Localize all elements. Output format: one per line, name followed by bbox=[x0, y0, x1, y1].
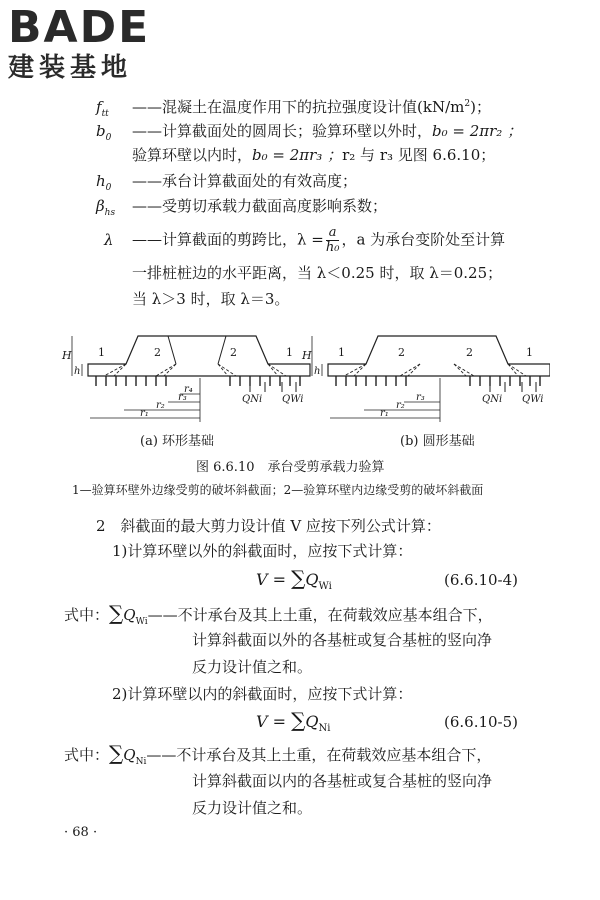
lambda-fraction: $\frac{a}{\text{h₀}}$ bbox=[325, 225, 340, 255]
mark-1-a-right: 1 bbox=[286, 346, 293, 359]
label-H-a: H bbox=[62, 349, 72, 362]
section-2-item-1: 1)计算环壁以外的斜截面时，应按下式计算： bbox=[112, 542, 413, 560]
mark-1-b-right: 1 bbox=[526, 346, 533, 359]
section-2-title: 2 斜截面的最大剪力设计值 V 应按下列公式计算： bbox=[96, 517, 441, 535]
equation-6-6-10-5: $V = \sum Q_{Ni}$ bbox=[256, 708, 331, 735]
label-h-a: h bbox=[74, 366, 81, 377]
where-2-line-3: 反力设计值之和。 bbox=[192, 799, 313, 817]
label-r2-b: r₂ bbox=[396, 400, 405, 411]
label-h-b: h bbox=[314, 366, 321, 377]
equation-number-2: (6.6.10-5) bbox=[444, 713, 519, 731]
equation-6-6-10-4: $V = \sum Q_{Wi}$ bbox=[256, 566, 332, 593]
def-lambda-line2: 一排桩桩边的水平距离，当 λ＜0.25 时，取 λ＝0.25； bbox=[132, 264, 503, 282]
label-QWi-a: QWi bbox=[282, 394, 304, 405]
diagram-circular bbox=[301, 336, 550, 422]
label-r1-b: r₁ bbox=[380, 408, 389, 419]
mark-2-b-left: 2 bbox=[398, 346, 405, 359]
figure-subcaption-b: (b) 圆形基础 bbox=[400, 434, 475, 449]
where-2-line-1: 式中：$\sum Q_{Ni}——$不计承台及其上土重，在荷载效应基本组合下， bbox=[64, 741, 492, 767]
figure-caption: 图 6.6.10 承台受剪承载力验算 bbox=[196, 460, 385, 475]
label-r3-b: r₃ bbox=[416, 392, 425, 403]
def-lambda-line3: 当 λ＞3 时，取 λ＝3。 bbox=[132, 290, 290, 308]
mark-1-a-left: 1 bbox=[98, 346, 105, 359]
figure-6-6-10 bbox=[60, 326, 550, 446]
def-ftt-symbol: $f_{tt}$ bbox=[96, 98, 109, 119]
label-r3-a: r₃ bbox=[178, 392, 187, 403]
label-QWi-b: QWi bbox=[522, 394, 544, 405]
where-2-line-2: 计算斜截面以内的各基桩或复合基桩的竖向净 bbox=[192, 772, 493, 790]
def-beta: $\beta_{hs}$ ——受剪切承载力截面高度影响系数； bbox=[96, 195, 387, 224]
where-1-line-2: 计算斜截面以外的各基桩或复合基桩的竖向净 bbox=[192, 631, 493, 649]
def-lambda-symbol: λ bbox=[104, 230, 114, 249]
page-number: · 68 · bbox=[64, 825, 98, 840]
def-h0-symbol: $h_0$ bbox=[96, 172, 112, 193]
label-r1-a: r₁ bbox=[140, 408, 149, 419]
section-2-item-2: 2)计算环壁以内的斜截面时，应按下式计算： bbox=[112, 685, 413, 703]
where-1-line-3: 反力设计值之和。 bbox=[192, 658, 313, 676]
def-ftt: $f_{tt}$ ——混凝土在温度作用下的抗拉强度设计值$(kN/m^2)$； bbox=[96, 93, 491, 125]
label-QNi-b: QNi bbox=[482, 394, 503, 405]
brand-subtitle: 建装基地 bbox=[8, 53, 133, 83]
brand-logo: BADE bbox=[8, 2, 151, 53]
def-beta-symbol: $\beta_{hs}$ bbox=[96, 197, 116, 218]
label-r4-a: r₄ bbox=[184, 384, 193, 395]
mark-2-a-right: 2 bbox=[230, 346, 237, 359]
equation-number-1: (6.6.10-4) bbox=[444, 571, 519, 589]
def-b0-line2: 验算环壁以内时，b₀ = 2πr₃ ；r₂ 与 r₃ 见图 6.6.10； bbox=[132, 146, 496, 164]
mark-2-a-left: 2 bbox=[154, 346, 161, 359]
label-r2-a: r₂ bbox=[156, 400, 165, 411]
mark-1-b-left: 1 bbox=[338, 346, 345, 359]
def-h0: $h_0$ ——承台计算截面处的有效高度； bbox=[96, 170, 357, 199]
def-lambda: λ ——计算截面的剪跨比，λ = $\frac{a}{\text{h₀}}$ ，a 为承台变阶处至计算 bbox=[104, 225, 506, 255]
def-b0: $b_0$ ——计算截面处的圆周长；验算环壁以外时，b₀ = 2πr₂ ； bbox=[96, 120, 522, 149]
label-H-b: H bbox=[302, 349, 312, 362]
mark-2-b-right: 2 bbox=[466, 346, 473, 359]
figure-subcaption-a: (a) 环形基础 bbox=[140, 434, 215, 449]
label-QNi-a: QNi bbox=[242, 394, 263, 405]
diagram-annular bbox=[61, 336, 310, 422]
where-1-line-1: 式中：$\sum Q_{Wi}——$不计承台及其上土重，在荷载效应基本组合下， bbox=[64, 601, 493, 627]
figure-note: 1—验算环壁外边缘受剪的破坏斜截面；2—验算环壁内边缘受剪的破坏斜截面 bbox=[72, 483, 484, 497]
def-b0-symbol: $b_0$ bbox=[96, 122, 112, 143]
